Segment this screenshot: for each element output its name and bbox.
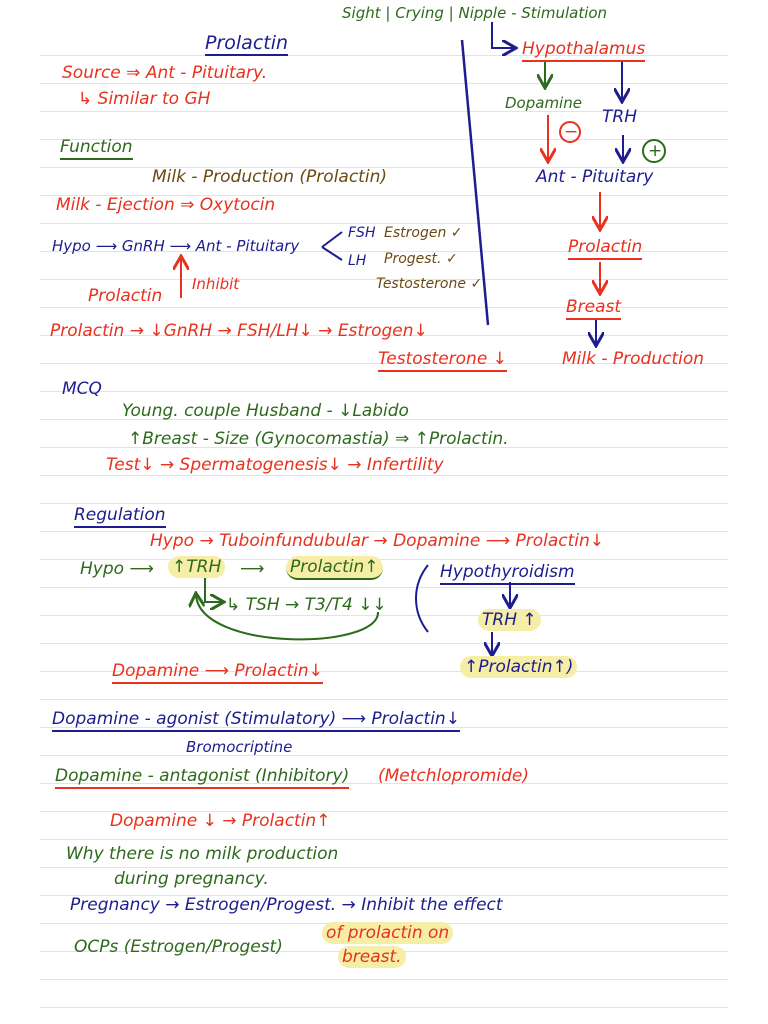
regulation-heading: Regulation [74, 504, 166, 528]
plus-sign: + [648, 141, 663, 161]
dopamine-agonist: Dopamine - agonist (Stimulatory) ⟶ Prolactin↓ [52, 708, 460, 732]
similar-line: ↳ Similar to GH [78, 89, 211, 109]
of-prolactin: of prolactin on [322, 922, 453, 944]
tsh-t3-t4-row: ↳ TSH → T3/T4 ↓↓ [226, 595, 387, 615]
dopamine-down: Dopamine ↓ → Prolactin↑ [110, 811, 331, 831]
test-infertility: Test↓ → Spermatogenesis↓ → Infertility [106, 455, 444, 475]
why-line-2: during pregnancy. [114, 869, 269, 889]
lh-label: LH [348, 253, 367, 269]
function-heading: Function [60, 136, 133, 160]
dopamine-antagonist: Dopamine - antagonist (Inhibitory) [55, 765, 349, 789]
page-title: Prolactin [205, 32, 289, 54]
hypo-gnrh-chain: Hypo ⟶ GnRH ⟶ Ant - Pituitary [52, 237, 300, 255]
right-hypothalamus: Hypothalamus [522, 38, 645, 62]
trh-highlight: ↑TRH [168, 556, 225, 578]
progest-label: Progest. ✓ [384, 251, 458, 267]
estrogen-label: Estrogen ✓ [384, 225, 463, 241]
milk-ejection: Milk - Ejection ⇒ Oxytocin [56, 195, 276, 215]
ocps-line: OCPs (Estrogen/Progest) [74, 937, 283, 957]
hypo-tubo-chain: Hypo → Tuboinfundubular → Dopamine ⟶ Prolactin↓ [150, 531, 605, 551]
right-milk-production: Milk - Production [562, 349, 705, 369]
testosterone-down: Testosterone ↓ [378, 348, 507, 372]
minus-sign: − [564, 122, 579, 142]
source-line: Source ⇒ Ant - Pituitary. [62, 63, 268, 83]
hypothyroidism-label: Hypothyroidism [440, 561, 575, 585]
prolactin-chain: Prolactin → ↓GnRH → FSH/LH↓ → Estrogen↓ [50, 321, 428, 341]
dopamine-prolactin: Dopamine ⟶ Prolactin↓ [112, 660, 323, 684]
breast-size: ↑Breast - Size (Gynocomastia) ⇒ ↑Prolactin. [128, 429, 509, 449]
right-ant-pituitary: Ant - Pituitary [536, 167, 654, 187]
trh-arrow: ⟶ [240, 559, 265, 579]
young-couple: Young. couple Husband - ↓Labido [122, 401, 409, 421]
trh-up-label: TRH ↑ [478, 609, 541, 631]
breast-end: breast. [338, 946, 406, 968]
right-dopamine: Dopamine [505, 94, 582, 112]
testosterone-label: Testosterone ✓ [376, 276, 483, 292]
pregnancy-line: Pregnancy → Estrogen/Progest. → Inhibit the effect [70, 895, 503, 915]
top-banner: Sight | Crying | Nipple - Stimulation [342, 4, 608, 22]
prolactin-up-hypothyroid: ↑Prolactin↑) [460, 656, 577, 678]
right-trh: TRH [602, 107, 637, 127]
bromocriptine: Bromocriptine [186, 738, 293, 756]
right-prolactin: Prolactin [568, 236, 642, 260]
mcq-heading: MCQ [62, 379, 102, 399]
hypo-label: Hypo ⟶ [80, 559, 154, 579]
right-breast: Breast [566, 296, 621, 320]
why-line-1: Why there is no milk production [66, 844, 339, 864]
fsh-label: FSH [348, 225, 376, 241]
milk-production: Milk - Production (Prolactin) [152, 167, 387, 187]
prolactin-inhibit-label: Prolactin [88, 286, 163, 306]
metoclopramide: (Metchlopromide) [378, 766, 530, 786]
inhibit-label: Inhibit [192, 275, 240, 293]
prolactin-up-highlight: Prolactin↑ [286, 556, 383, 580]
